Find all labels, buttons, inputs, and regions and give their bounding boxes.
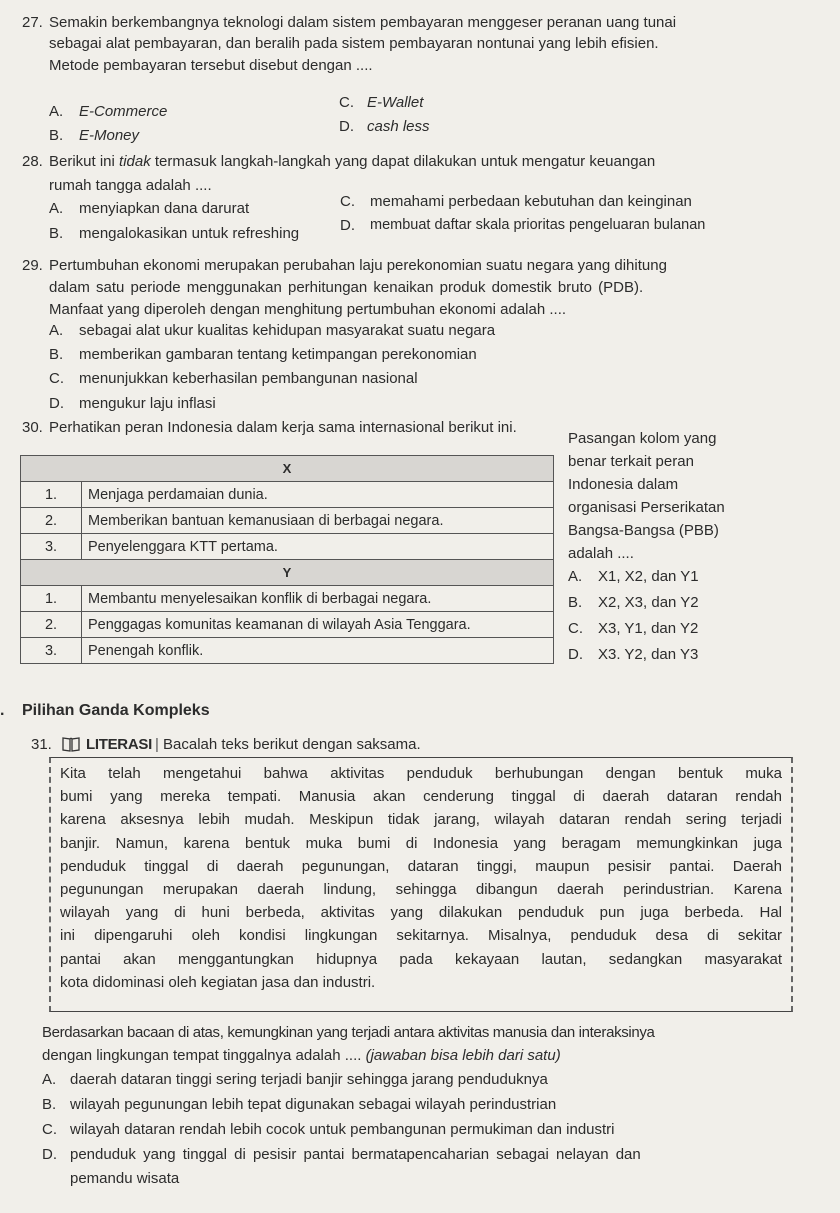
q30-option-a[interactable]: X1, X2, dan Y1 — [598, 568, 699, 585]
q27-option-c[interactable]: E-Wallet — [367, 94, 424, 111]
q28-option-b[interactable]: mengalokasikan untuk refreshing — [79, 225, 300, 242]
q27-line: Metode pembayaran tersebut disebut dengan .... — [49, 57, 373, 74]
q27-line: Semakin berkembangnya teknologi dalam sistem pembayaran menggeser peranan uang tunai — [49, 14, 677, 31]
roles-table — [20, 455, 554, 664]
q28-option-d-letter[interactable]: D. — [340, 217, 355, 234]
q31-number: 31. — [31, 736, 52, 753]
q30-side-line: adalah .... — [568, 545, 634, 562]
passage-line: pegunungan merupakan daerah lindung, sehingga dibangun daerah perindustrian. Karena — [60, 881, 782, 899]
q29-option-c[interactable]: menunjukkan keberhasilan pembangunan nasional — [79, 370, 418, 387]
passage-line: penduduk tinggal di daerah pegunungan, dataran tinggi, maupun pesisir pantai. Daerah — [60, 857, 782, 875]
q27-option-d-letter[interactable]: D. — [339, 118, 354, 135]
q29-option-a-letter[interactable]: A. — [49, 322, 64, 339]
q29-line: dalam satu periode menggunakan perhitungan kenaikan produk domestik bruto (PDB). — [49, 279, 644, 296]
q30-option-c-letter[interactable]: C. — [568, 620, 583, 637]
q31-question-line: dengan lingkungan tempat tinggalnya adalah .... (jawaban bisa lebih dari satu) — [42, 1047, 561, 1064]
q29-line: Pertumbuhan ekonomi merupakan perubahan laju perekonomian suatu negara yang dihitung — [49, 257, 667, 274]
q30-side-line: Indonesia dalam — [568, 476, 679, 493]
q28-option-a-letter[interactable]: A. — [49, 200, 64, 217]
q27-option-c-letter[interactable]: C. — [339, 94, 354, 111]
q28-option-d[interactable]: membuat daftar skala prioritas pengeluaran bulanan — [370, 217, 706, 233]
q27-option-b-letter[interactable]: B. — [49, 127, 64, 144]
q29-option-b-letter[interactable]: B. — [49, 346, 64, 363]
q30-option-a-letter[interactable]: A. — [568, 568, 583, 585]
table-row: 3. Penyelenggara KTT pertama. — [21, 534, 554, 560]
q28-line: Berikut ini tidak termasuk langkah-langkah yang dapat dilakukan untuk mengatur keuangan — [49, 153, 656, 170]
q31-option-d-continued[interactable]: pemandu wisata — [70, 1170, 180, 1187]
q28-option-c-letter[interactable]: C. — [340, 193, 355, 210]
table-row: 2. Memberikan bantuan kemanusiaan di berbagai negara. — [21, 508, 554, 534]
q29-number: 29. — [22, 257, 43, 274]
q29-option-d[interactable]: mengukur laju inflasi — [79, 395, 216, 412]
passage-line: wilayah yang di huni berbeda, aktivitas yang dilakukan penduduk pun juga berbeda. Hal — [60, 904, 782, 922]
q31-option-d-letter[interactable]: D. — [42, 1146, 57, 1163]
q30-number: 30. — [22, 419, 43, 436]
q29-option-d-letter[interactable]: D. — [49, 395, 64, 412]
q28-number: 28. — [22, 153, 43, 170]
table-row: 1. Menjaga perdamaian dunia. — [21, 482, 554, 508]
q29-option-b[interactable]: memberikan gambaran tentang ketimpangan perekonomian — [79, 346, 477, 363]
q31-option-b[interactable]: wilayah pegunungan lebih tepat digunakan sebagai wilayah perindustrian — [70, 1096, 557, 1113]
q27-option-b[interactable]: E-Money — [79, 127, 140, 144]
section-prefix: . — [0, 702, 5, 719]
table-header-y: Y — [21, 560, 554, 586]
q31-option-a-letter[interactable]: A. — [42, 1071, 57, 1088]
passage-line: bumi yang mereka tempati. Manusia akan cenderung tinggal di daerah dataran rendah — [60, 788, 782, 806]
q29-option-c-letter[interactable]: C. — [49, 370, 64, 387]
q30-option-b-letter[interactable]: B. — [568, 594, 583, 611]
q28-option-b-letter[interactable]: B. — [49, 225, 64, 242]
q31-option-d[interactable]: penduduk yang tinggal di pesisir pantai bermatapencaharian sebagai nelayan dan — [70, 1146, 641, 1163]
passage-line: banjir. Namun, karena bentuk muka bumi di Indonesia yang beragam memungkinkan juga — [60, 834, 782, 852]
q31-instruction: Bacalah teks berikut dengan saksama. — [163, 736, 421, 753]
q27-number: 27. — [22, 14, 43, 31]
table-header-x: X — [21, 456, 554, 482]
q30-option-b[interactable]: X2, X3, dan Y2 — [598, 594, 699, 611]
q30-option-d-letter[interactable]: D. — [568, 646, 583, 663]
passage-line: Kita telah mengetahui bahwa aktivitas penduduk berhubungan dengan bentuk muka — [60, 765, 782, 782]
passage-line: kota didominasi oleh kegiatan jasa dan industri. — [60, 973, 376, 991]
q29-option-a[interactable]: sebagai alat ukur kualitas kehidupan masyarakat suatu negara — [79, 322, 496, 339]
passage-line: ini dipengaruhi oleh kondisi lingkungan sekitarnya. Misalnya, penduduk desa di sekitar — [60, 927, 782, 945]
table-row: 1. Membantu menyelesaikan konflik di berbagai negara. — [21, 586, 554, 612]
q30-side-line: Bangsa-Bangsa (PBB) — [568, 522, 719, 539]
q27-option-d[interactable]: cash less — [367, 118, 430, 135]
q27-option-a-letter[interactable]: A. — [49, 103, 64, 120]
q31-option-a[interactable]: daerah dataran tinggi sering terjadi banjir sehingga jarang penduduknya — [70, 1071, 548, 1088]
table-row: 2. Penggagas komunitas keamanan di wilayah Asia Tenggara. — [21, 612, 554, 638]
table-row: 3. Penengah konflik. — [21, 638, 554, 664]
q31-question-line: Berdasarkan bacaan di atas, kemungkinan yang terjadi antara aktivitas manusia dan interaksinya — [42, 1024, 655, 1041]
q29-line: Manfaat yang diperoleh dengan menghitung pertumbuhan ekonomi adalah .... — [49, 301, 567, 318]
q31-option-b-letter[interactable]: B. — [42, 1096, 57, 1113]
passage-line: pantai akan menggantungkan hidupnya pada kekayaan lautan, sedangkan masyarakat — [60, 950, 782, 968]
q30-option-d[interactable]: X3. Y2, dan Y3 — [598, 646, 699, 663]
tag-divider: | — [155, 736, 159, 753]
q28-option-c[interactable]: memahami perbedaan kebutuhan dan keinginan — [370, 193, 692, 210]
q27-line: sebagai alat pembayaran, dan beralih pada sistem pembayaran nontunai yang lebih efisien. — [49, 35, 659, 52]
section-title: Pilihan Ganda Kompleks — [22, 702, 210, 719]
q30-intro: Perhatikan peran Indonesia dalam kerja sama internasional berikut ini. — [49, 419, 517, 436]
q31-option-c[interactable]: wilayah dataran rendah lebih cocok untuk pembangunan permukiman dan industri — [70, 1121, 615, 1138]
passage-line: karena aksesnya lebih mudah. Meskipun tidak jarang, wilayah dataran rendah sering terjadi — [60, 811, 782, 829]
q30-side-line: benar terkait peran — [568, 453, 694, 470]
q30-side-line: Pasangan kolom yang — [568, 430, 717, 447]
q27-option-a[interactable]: E-Commerce — [79, 103, 168, 120]
q31-option-c-letter[interactable]: C. — [42, 1121, 57, 1138]
book-icon — [62, 736, 80, 752]
q28-option-a[interactable]: menyiapkan dana darurat — [79, 200, 250, 217]
q28-line: rumah tangga adalah .... — [49, 177, 212, 194]
q30-option-c[interactable]: X3, Y1, dan Y2 — [598, 620, 699, 637]
literasi-tag: LITERASI — [86, 736, 152, 753]
reading-passage — [49, 757, 793, 1012]
q30-side-line: organisasi Perserikatan — [568, 499, 725, 516]
